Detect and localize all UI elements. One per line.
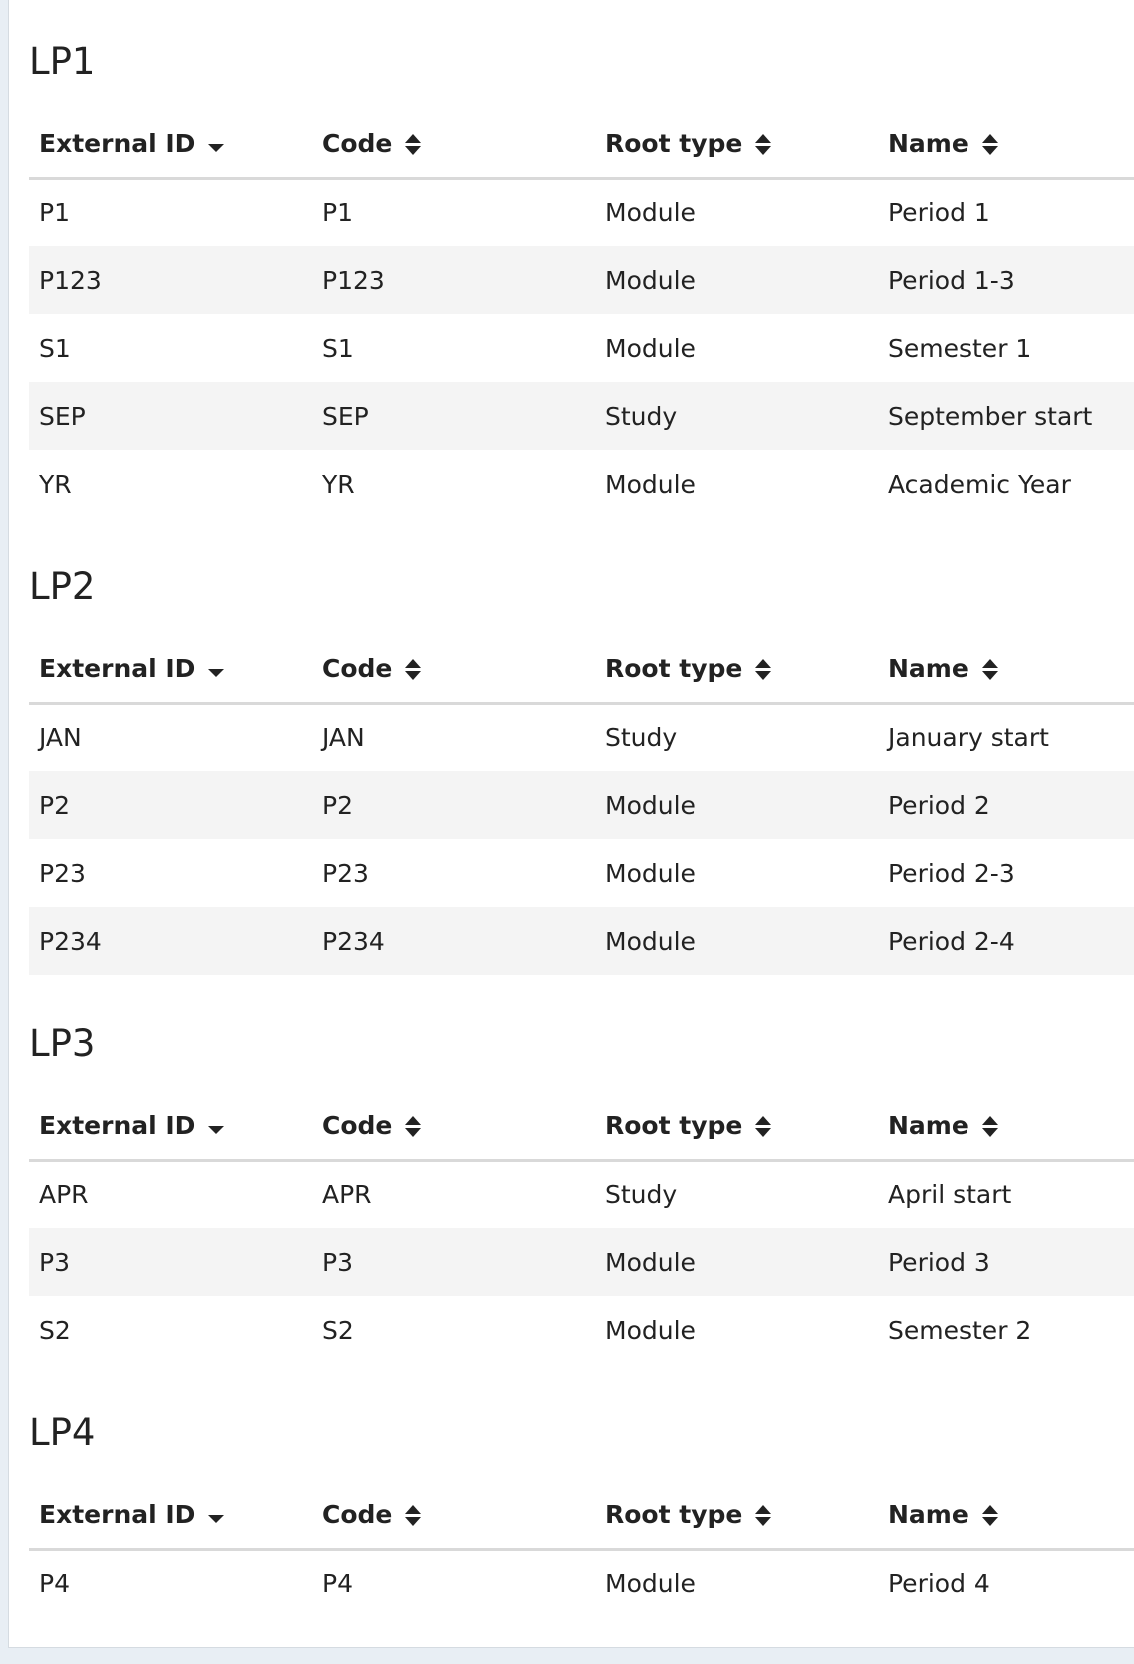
sort-icon[interactable] xyxy=(754,1115,772,1139)
column-label: External ID xyxy=(39,653,196,683)
cell-name: Period 2 xyxy=(878,771,1134,839)
cell-code: S1 xyxy=(322,333,354,363)
cell-name: Period 2-4 xyxy=(878,907,1134,975)
cell-external-id: APR xyxy=(39,1180,89,1210)
sort-icon[interactable] xyxy=(404,1504,422,1528)
cell-name: Period 3 xyxy=(878,1228,1134,1296)
column-header-root-type[interactable] xyxy=(595,635,878,703)
column-header-name[interactable] xyxy=(878,1481,1134,1549)
periods-table xyxy=(29,110,1134,518)
cell-external-id: YR xyxy=(39,469,72,499)
cell-external-id: P123 xyxy=(29,246,312,314)
sort-icon[interactable] xyxy=(404,1115,422,1139)
table-row xyxy=(29,1296,1134,1364)
column-label: External ID xyxy=(39,1499,196,1529)
cell-code: P123 xyxy=(312,246,595,314)
column-header-name[interactable] xyxy=(878,635,1134,703)
cell-code: P23 xyxy=(322,858,369,888)
cell-code: P4 xyxy=(322,1569,353,1599)
section-title: LP2 xyxy=(29,565,96,608)
table-row xyxy=(29,771,1134,839)
column-header-external-id[interactable] xyxy=(29,1481,312,1549)
cell-name: Period 4 xyxy=(888,1569,990,1599)
table-row xyxy=(29,314,1134,382)
section-lp2 xyxy=(29,565,1134,975)
cell-root-type: Module xyxy=(605,1315,696,1345)
section-lp3 xyxy=(29,1022,1134,1364)
sort-desc-icon[interactable] xyxy=(207,658,225,682)
cell-name: Semester 1 xyxy=(888,333,1032,363)
sort-icon[interactable] xyxy=(404,658,422,682)
sort-icon[interactable] xyxy=(981,133,999,157)
cell-code: JAN xyxy=(322,723,365,753)
column-header-code[interactable] xyxy=(312,1092,595,1160)
column-label: Root type xyxy=(605,128,743,158)
column-header-root-type[interactable] xyxy=(595,110,878,178)
sort-icon[interactable] xyxy=(404,133,422,157)
sort-desc-icon[interactable] xyxy=(207,1115,225,1139)
cell-external-id: P234 xyxy=(29,907,312,975)
column-header-external-id[interactable] xyxy=(29,110,312,178)
column-label: Root type xyxy=(605,1499,743,1529)
cell-code: P234 xyxy=(312,907,595,975)
column-header-code[interactable] xyxy=(312,635,595,703)
sort-desc-icon[interactable] xyxy=(207,133,225,157)
column-header-name[interactable] xyxy=(878,1092,1134,1160)
column-label: Name xyxy=(888,1499,969,1529)
column-label: Code xyxy=(322,128,393,158)
column-header-code[interactable] xyxy=(312,110,595,178)
column-header-external-id[interactable] xyxy=(29,635,312,703)
cell-root-type: Module xyxy=(595,246,878,314)
cell-name: Period 1 xyxy=(888,198,990,228)
cell-root-type: Module xyxy=(595,1228,878,1296)
cell-code: P2 xyxy=(312,771,595,839)
table-header-row xyxy=(29,1092,1134,1160)
table-row xyxy=(29,907,1134,975)
cell-root-type: Study xyxy=(605,723,678,753)
cell-root-type: Study xyxy=(595,382,878,450)
column-label: Root type xyxy=(605,1110,743,1140)
section-lp4 xyxy=(29,1411,1134,1617)
cell-name: January start xyxy=(888,723,1049,753)
column-header-root-type[interactable] xyxy=(595,1092,878,1160)
column-label: Code xyxy=(322,1110,393,1140)
cell-root-type: Study xyxy=(605,1180,678,1210)
table-row xyxy=(29,450,1134,518)
cell-code: P3 xyxy=(312,1228,595,1296)
section-lp1 xyxy=(29,40,1134,518)
sort-icon[interactable] xyxy=(981,1115,999,1139)
cell-code: P1 xyxy=(322,198,353,228)
sort-desc-icon[interactable] xyxy=(207,1504,225,1528)
periods-table xyxy=(29,635,1134,975)
cell-name: Period 2-3 xyxy=(888,858,1015,888)
section-title: LP4 xyxy=(29,1411,96,1454)
table-row xyxy=(29,246,1134,314)
table-header-row xyxy=(29,1481,1134,1549)
cell-external-id: P2 xyxy=(29,771,312,839)
table-header-row xyxy=(29,110,1134,178)
table-row xyxy=(29,1549,1134,1617)
cell-code: YR xyxy=(322,469,355,499)
cell-code: SEP xyxy=(312,382,595,450)
table-row xyxy=(29,178,1134,246)
cell-root-type: Module xyxy=(595,771,878,839)
section-title: LP1 xyxy=(29,40,96,83)
sort-icon[interactable] xyxy=(754,133,772,157)
table-row xyxy=(29,1228,1134,1296)
page-content xyxy=(8,0,1134,1648)
cell-name: Period 1-3 xyxy=(878,246,1134,314)
column-label: Code xyxy=(322,1499,393,1529)
column-label: External ID xyxy=(39,128,196,158)
cell-external-id: S2 xyxy=(39,1315,71,1345)
cell-root-type: Module xyxy=(605,469,696,499)
column-label: Root type xyxy=(605,653,743,683)
periods-table xyxy=(29,1481,1134,1617)
cell-root-type: Module xyxy=(605,198,696,228)
column-label: Name xyxy=(888,1110,969,1140)
section-title: LP3 xyxy=(29,1022,96,1065)
column-header-code[interactable] xyxy=(312,1481,595,1549)
column-header-external-id[interactable] xyxy=(29,1092,312,1160)
cell-root-type: Module xyxy=(605,858,696,888)
cell-name: April start xyxy=(888,1180,1012,1210)
column-label: Name xyxy=(888,128,969,158)
column-label: Name xyxy=(888,653,969,683)
table-header-row xyxy=(29,635,1134,703)
cell-root-type: Module xyxy=(595,907,878,975)
table-row xyxy=(29,382,1134,450)
sort-icon[interactable] xyxy=(981,658,999,682)
cell-name: September start xyxy=(878,382,1134,450)
table-row xyxy=(29,703,1134,771)
cell-external-id: S1 xyxy=(39,333,71,363)
cell-external-id: P1 xyxy=(39,198,70,228)
cell-external-id: P3 xyxy=(29,1228,312,1296)
cell-external-id: JAN xyxy=(39,723,82,753)
column-header-name[interactable] xyxy=(878,110,1134,178)
cell-name: Academic Year xyxy=(888,469,1071,499)
sort-icon[interactable] xyxy=(981,1504,999,1528)
cell-external-id: P23 xyxy=(39,858,86,888)
sort-icon[interactable] xyxy=(754,658,772,682)
table-row xyxy=(29,1160,1134,1228)
cell-code: S2 xyxy=(322,1315,354,1345)
cell-name: Semester 2 xyxy=(888,1315,1032,1345)
cell-external-id: SEP xyxy=(29,382,312,450)
cell-external-id: P4 xyxy=(39,1569,70,1599)
cell-root-type: Module xyxy=(605,1569,696,1599)
cell-root-type: Module xyxy=(605,333,696,363)
column-label: Code xyxy=(322,653,393,683)
periods-table xyxy=(29,1092,1134,1364)
column-label: External ID xyxy=(39,1110,196,1140)
table-row xyxy=(29,839,1134,907)
column-header-root-type[interactable] xyxy=(595,1481,878,1549)
cell-code: APR xyxy=(322,1180,372,1210)
sort-icon[interactable] xyxy=(754,1504,772,1528)
